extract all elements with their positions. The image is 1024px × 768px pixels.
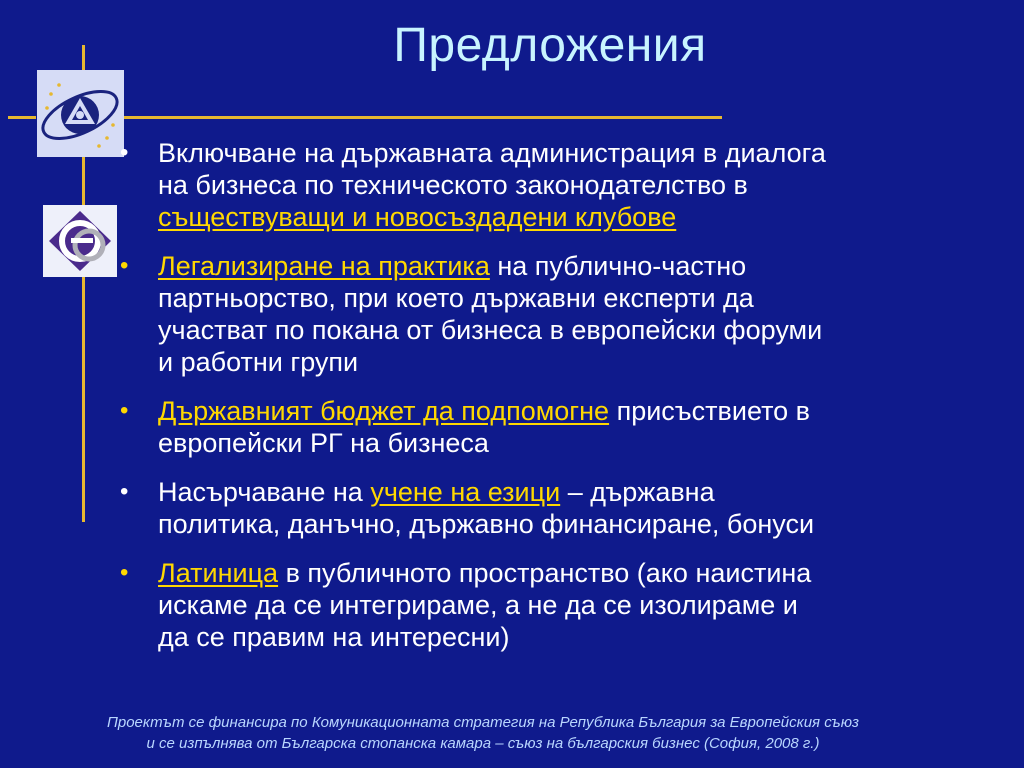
page-title: Предложения (393, 19, 707, 72)
bullet-text: политика, данъчно, държавно финансиране, бонуси (158, 509, 815, 539)
footer-note (0, 712, 966, 754)
proposals-list (112, 137, 1007, 670)
bullet-text: европейски РГ на бизнеса (158, 428, 489, 458)
eu-communication-logo-icon (37, 70, 124, 157)
bullet-text: в публичното пространство (ако наистина (278, 558, 812, 588)
bullet-text: искаме да се интегрираме, а не да се изолираме и (158, 590, 798, 620)
bullet-dot-icon: • (120, 252, 129, 279)
highlight-link[interactable]: учене на езици (370, 477, 561, 507)
highlight-link[interactable]: съществуващи и новосъздадени клубове (158, 202, 677, 232)
horizontal-divider-short (8, 116, 36, 119)
list-item (112, 137, 1007, 233)
highlight-link[interactable]: Латиница (158, 558, 279, 588)
list-item (112, 395, 1007, 459)
bullet-dot-icon: • (120, 139, 129, 166)
bullet-dot-icon: • (120, 397, 129, 424)
list-item (112, 250, 1007, 378)
footer-line: и се изпълнява от Българска стопанска камара – съюз на българския бизнес (София, 2008 г.) (146, 735, 820, 752)
title-underline (124, 116, 722, 119)
bullet-text: да се правим на интересни) (158, 622, 510, 652)
list-item (112, 476, 1007, 540)
bullet-text: участват по покана от бизнеса в европейски форуми (158, 315, 823, 345)
highlight-link[interactable]: Легализиране на практика (158, 251, 490, 281)
bullet-text: на публично-частно (489, 251, 747, 281)
bullet-text: на бизнеса по техническото законодателство в (158, 170, 748, 200)
bullet-text: и работни групи (158, 347, 359, 377)
list-item (112, 557, 1007, 653)
chamber-of-commerce-logo-icon (43, 205, 117, 277)
bullet-dot-icon: • (120, 478, 129, 505)
highlight-link[interactable]: Държавният бюджет да подпомогне (158, 396, 610, 426)
bullet-text: партньорство, при което държавни експерти да (158, 283, 754, 313)
bullet-text: Насърчаване на (158, 477, 371, 507)
footer-line: Проектът се финансира по Комуникационната стратегия на Република България за Европейския съюз (107, 714, 859, 731)
bullet-dot-icon: • (120, 559, 129, 586)
bullet-text: Включване на държавната администрация в диалога (158, 138, 826, 168)
bullet-text: – държавна (560, 477, 715, 507)
bullet-text: присъствието в (609, 396, 811, 426)
